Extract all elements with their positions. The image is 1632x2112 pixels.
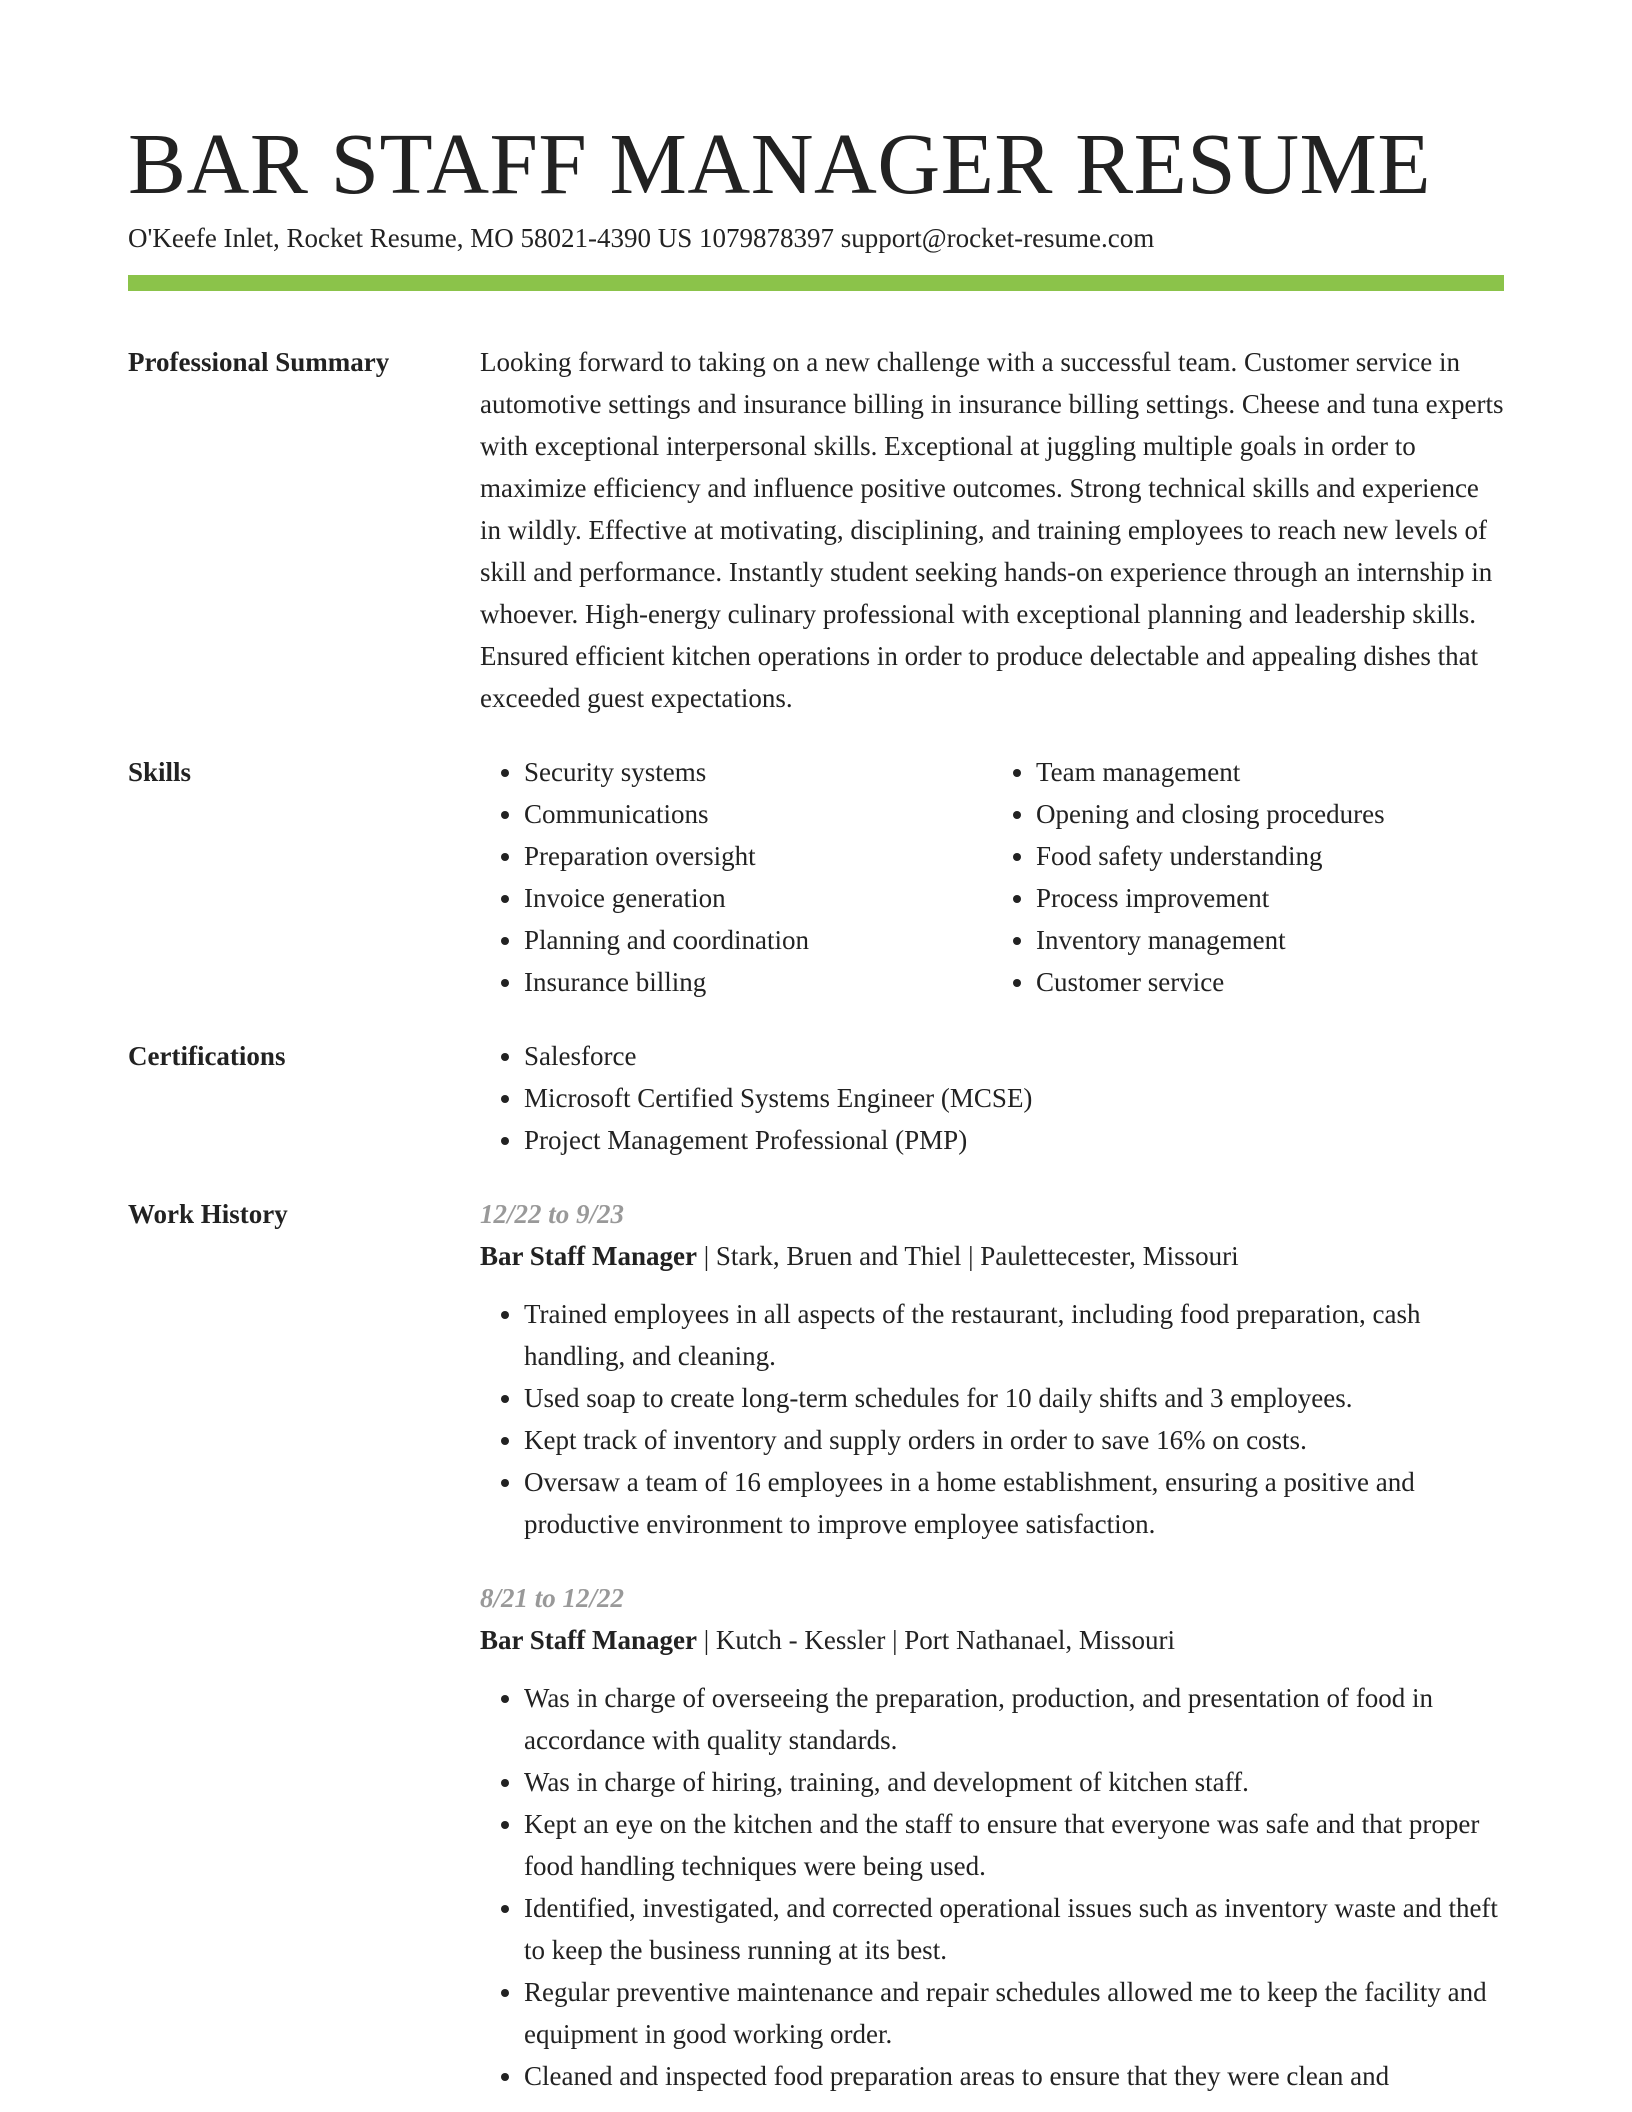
section-label-skills: Skills (128, 757, 192, 788)
job-bullets (480, 1677, 1504, 2097)
skill-item: • Opening and closing procedures (1036, 793, 1504, 835)
summary-text: Looking forward to taking on a new challenge with a successful team. Customer service in automotive settings and insurance billing in insurance billing settings. Cheese and tuna experts with exceptional interpersonal skills. Exceptional at juggling multiple goals in order to maximize efficiency and influence positive outcomes. Strong technical skills and experience in wildly. Effective at motivating, disciplining, and training employees to reach new levels of skill and performance. Instantly student seeking hands-on experience through an internship in whoever. High-energy culinary professional with exceptional planning and leadership skills. Ensured efficient kitchen operations in order to produce delectable and appealing dishes that exceeded guest expectations. (480, 347, 1504, 714)
section-label-summary: Professional Summary (128, 347, 390, 378)
job-heading (480, 1619, 1504, 1661)
skill-item: • Food safety understanding (1036, 835, 1504, 877)
skill-item: • Insurance billing (524, 961, 992, 1003)
section-label-work-history: Work History (128, 1199, 288, 1230)
job-entry (480, 1193, 1504, 1545)
job-title: Bar Staff Manager (480, 1241, 697, 1272)
job-entry (480, 1577, 1504, 2097)
certification-item: • Salesforce (524, 1035, 1504, 1077)
skill-item: • Inventory management (1036, 919, 1504, 961)
job-employer-location: | Stark, Bruen and Thiel | Paulettecester, Missouri (696, 1241, 1239, 1272)
job-employer-location: | Kutch - Kessler | Port Nathanael, Missouri (696, 1625, 1175, 1656)
job-bullet: • Kept an eye on the kitchen and the staff to ensure that everyone was safe and that proper food handling techniques were being used. (524, 1803, 1504, 1887)
skill-item: • Invoice generation (524, 877, 992, 919)
skills-section (128, 751, 1504, 1003)
certifications-section (128, 1035, 1504, 1161)
skill-item: • Communications (524, 793, 992, 835)
summary-section (128, 341, 1504, 719)
skills-list-left (480, 751, 992, 1003)
certifications-list (480, 1035, 1504, 1161)
skill-item: • Team management (1036, 751, 1504, 793)
job-bullet: • Kept track of inventory and supply orders in order to save 16% on costs. (524, 1419, 1504, 1461)
job-bullet: • Cleaned and inspected food preparation areas to ensure that they were clean and (524, 2055, 1504, 2097)
contact-line: O'Keefe Inlet, Rocket Resume, MO 58021-4390 US 1079878397 support@rocket-resume.com (128, 223, 1155, 254)
job-bullet: • Was in charge of hiring, training, and development of kitchen staff. (524, 1761, 1504, 1803)
resume-title: BAR STAFF MANAGER RESUME (128, 115, 1432, 212)
job-bullet: • Used soap to create long-term schedules for 10 daily shifts and 3 employees. (524, 1377, 1504, 1419)
job-bullet: • Trained employees in all aspects of the restaurant, including food preparation, cash handling, and cleaning. (524, 1293, 1504, 1377)
job-bullet: • Regular preventive maintenance and repair schedules allowed me to keep the facility and equipment in good working order. (524, 1971, 1504, 2055)
skill-item: • Process improvement (1036, 877, 1504, 919)
certification-item: • Microsoft Certified Systems Engineer (MCSE) (524, 1077, 1504, 1119)
job-bullet: • Was in charge of overseeing the preparation, production, and presentation of food in accordance with quality standards. (524, 1677, 1504, 1761)
job-bullet: • Identified, investigated, and corrected operational issues such as inventory waste and theft to keep the business running at its best. (524, 1887, 1504, 1971)
job-bullets (480, 1293, 1504, 1545)
accent-divider (128, 275, 1504, 291)
skills-list-right (992, 751, 1504, 1003)
job-bullet: • Oversaw a team of 16 employees in a home establishment, ensuring a positive and productive environment to improve employee satisfaction. (524, 1461, 1504, 1545)
job-date: 12/22 to 9/23 (480, 1199, 625, 1230)
skill-item: • Security systems (524, 751, 992, 793)
skill-item: • Preparation oversight (524, 835, 992, 877)
certification-item: • Project Management Professional (PMP) (524, 1119, 1504, 1161)
job-date: 8/21 to 12/22 (480, 1583, 625, 1614)
skill-item: • Customer service (1036, 961, 1504, 1003)
job-title: Bar Staff Manager (480, 1625, 697, 1656)
job-heading (480, 1235, 1504, 1277)
section-label-certifications: Certifications (128, 1041, 286, 1072)
skill-item: • Planning and coordination (524, 919, 992, 961)
work-history-section (128, 1193, 1504, 2097)
